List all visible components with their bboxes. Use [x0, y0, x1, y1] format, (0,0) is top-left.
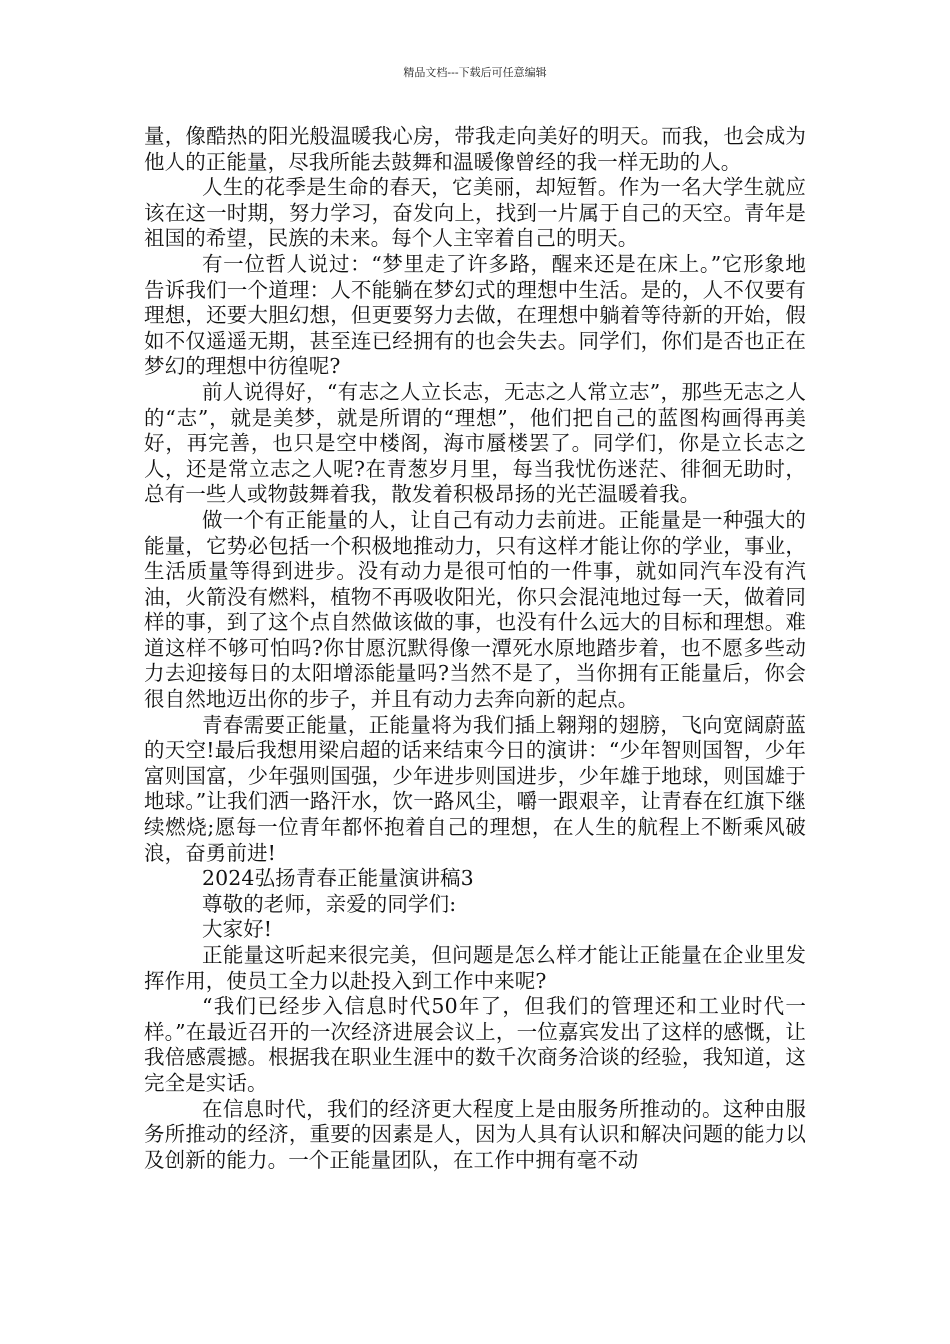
paragraph: 前人说得好，“有志之人立长志，无志之人常立志”，那些无志之人的“志”，就是美梦，就是所谓的“理想”，他们把自己的蓝图构画得再美好，再完善，也只是空中楼阁，海市蜃楼罢了。同学们，你是立长志之人，还是常立志之人呢?在青葱岁月里，每当我忧伤迷茫、徘徊无助时，总有一些人或物鼓舞着我，散发着积极昂扬的光芒温暖着我。	[144, 379, 806, 507]
salutation: 尊敬的老师，亲爱的同学们:	[202, 891, 457, 916]
paragraph: “我们已经步入信息时代50年了，但我们的管理还和工业时代一样。”在最近召开的一次经济进展会议上，一位嘉宾发出了这样的感慨，让我倍感震撼。根据我在职业生涯中的数千次商务洽谈的经验，我知道，这完全是实话。	[144, 994, 806, 1095]
paragraph: 量，像酷热的阳光般温暖我心房，带我走向美好的明天。而我，也会成为他人的正能量，尽我所能去鼓舞和温暖像曾经的我一样无助的人。	[144, 124, 806, 174]
paragraph: 人生的花季是生命的春天，它美丽，却短暂。作为一名大学生就应该在这一时期，努力学习，奋发向上，找到一片属于自己的天空。青年是祖国的希望，民族的未来。每个人主宰着自己的明天。	[144, 175, 806, 251]
document-body	[144, 124, 806, 1173]
page-header: 精品文档---下载后可任意编辑	[403, 66, 547, 79]
paragraph: 青春需要正能量，正能量将为我们插上翱翔的翅膀，飞向宽阔蔚蓝的天空!最后我想用梁启超的话来结束今日的演讲：“少年智则国智，少年富则国富，少年强则国强，少年进步则国进步，少年雄于地球，则国雄于地球。”让我们洒一路汗水，饮一路风尘，嚼一跟艰辛，让青春在红旗下继续燃烧;愿每一位青年都怀抱着自己的理想，在人生的航程上不断乘风破浪，奋勇前进!	[144, 712, 806, 865]
paragraph: 做一个有正能量的人，让自己有动力去前进。正能量是一种强大的能量，它势必包括一个积极地推动力，只有这样才能让你的学业，事业，生活质量等得到进步。没有动力是很可怕的一件事，就如同汽车没有汽油，火箭没有燃料，植物不再吸收阳光，你只会混沌地过每一天，做着同样的事，到了这个点自然做该做的事，也没有什么远大的目标和理想。难道这样不够可怕吗?你甘愿沉默得像一潭死水原地踏步着，也不愿多些动力去迎接每日的太阳增添能量吗?当然不是了，当你拥有正能量后，你会很自然地迈出你的步子，并且有动力去奔向新的起点。	[144, 507, 806, 712]
section-title: 2024弘扬青春正能量演讲稿3	[202, 866, 474, 891]
paragraph: 在信息时代，我们的经济更大程度上是由服务所推动的。这种由服务所推动的经济，重要的因素是人，因为人具有认识和解决问题的能力以及创新的能力。一个正能量团队，在工作中拥有毫不动	[144, 1096, 806, 1172]
greeting: 大家好!	[202, 917, 273, 942]
paragraph: 正能量这听起来很完美，但问题是怎么样才能让正能量在企业里发挥作用，使员工全力以赴投入到工作中来呢?	[144, 943, 806, 993]
paragraph: 有一位哲人说过：“梦里走了许多路，醒来还是在床上。”它形象地告诉我们一个道理：人不能躺在梦幻式的理想中生活。是的，人不仅要有理想，还要大胆幻想，但更要努力去做，在理想中躺着等待新的开始，假如不仅遥遥无期，甚至连已经拥有的也会失去。同学们，你们是否也正在梦幻的理想中彷徨呢?	[144, 251, 806, 379]
